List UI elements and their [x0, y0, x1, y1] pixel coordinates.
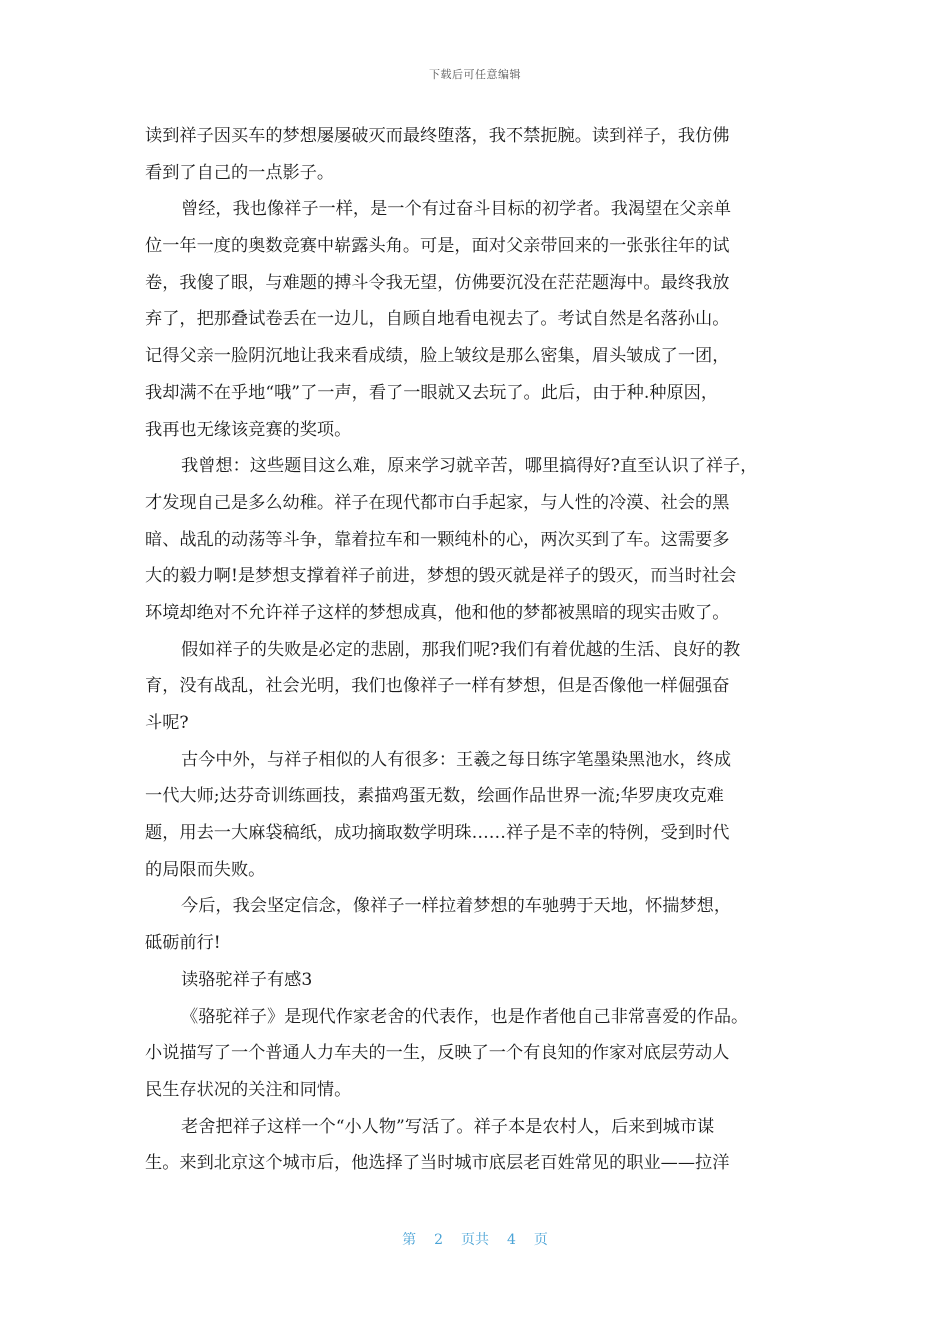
text-line: 读到祥子因买车的梦想屡屡破灭而最终堕落，我不禁扼腕。读到祥子，我仿佛	[145, 126, 730, 146]
page-label-prefix: 第	[402, 1232, 417, 1248]
text-line: 我却满不在乎地“哦”了一声，看了一眼就又去玩了。此后，由于种.种原因，	[145, 382, 719, 403]
text-line: 小说描写了一个普通人力车夫的一生，反映了一个有良知的作家对底层劳动人	[145, 1043, 730, 1064]
text-line: 育，没有战乱，社会光明，我们也像祥子一样有梦想，但是否像他一样倔强奋	[145, 676, 730, 697]
text-line: 暗、战乱的动荡等斗争，靠着拉车和一颗纯朴的心，两次买到了车。这需要多	[145, 529, 730, 550]
text-line: 斗呢?	[145, 713, 189, 733]
text-line: 一代大师;达芬奇训练画技，素描鸡蛋无数，绘画作品世界一流;华罗庚攻克难	[145, 786, 724, 807]
page-number-footer	[0, 1229, 950, 1249]
text-line: 民生存状况的关注和同情。	[145, 1079, 352, 1100]
page-label-middle: 页共	[461, 1232, 489, 1248]
text-line: 才发现自己是多么幼稚。祥子在现代都市白手起家，与人性的冷漠、社会的黑	[145, 492, 730, 513]
text-line: 题，用去一大麻袋稿纸，成功摘取数学明珠……祥子是不幸的特例，受到时代	[145, 823, 730, 844]
text-line: 大的毅力啊!是梦想支撑着祥子前进，梦想的毁灭就是祥子的毁灭，而当时社会	[145, 566, 737, 587]
text-line: 《骆驼祥子》是现代作家老舍的代表作，也是作者他自己非常喜爱的作品。	[181, 1006, 749, 1027]
section-title: 读骆驼祥子有感3	[181, 969, 313, 990]
text-line: 曾经，我也像祥子一样，是一个有过奋斗目标的初学者。我渴望在父亲单	[181, 199, 732, 220]
text-line: 我曾想：这些题目这么难，原来学习就辛苦，哪里搞得好?直至认识了祥子，	[181, 456, 758, 477]
text-line: 假如祥子的失败是必定的悲剧，那我们呢?我们有着优越的生活、良好的教	[181, 639, 741, 660]
text-line: 砥砺前行!	[145, 933, 221, 954]
text-line: 卷，我傻了眼，与难题的搏斗令我无望，仿佛要沉没在茫茫题海中。最终我放	[145, 272, 730, 293]
text-line: 的局限而失败。	[145, 859, 266, 880]
text-line: 环境却绝对不允许祥子这样的梦想成真，他和他的梦都被黑暗的现实击败了。	[145, 602, 730, 623]
text-line: 老舍把祥子这样一个“小人物”写活了。祥子本是农村人，后来到城市谋	[181, 1116, 715, 1137]
text-line: 弃了，把那叠试卷丢在一边儿，自顾自地看电视去了。考试自然是名落孙山。	[145, 309, 730, 330]
total-page-count: 4	[507, 1232, 516, 1248]
page-header-note: 下载后可任意编辑	[429, 68, 521, 81]
text-line: 位一年一度的奥数竞赛中崭露头角。可是，面对父亲带回来的一张张往年的试	[145, 236, 730, 257]
text-line: 我再也无缘该竞赛的奖项。	[145, 419, 352, 440]
text-line: 今后，我会坚定信念，像祥子一样拉着梦想的车驰骋于天地，怀揣梦想，	[181, 896, 732, 917]
text-line: 记得父亲一脸阴沉地让我来看成绩，脸上皱纹是那么密集，眉头皱成了一团，	[145, 346, 730, 367]
page-label-suffix: 页	[533, 1232, 548, 1248]
document-body	[145, 118, 807, 1182]
text-line: 古今中外，与祥子相似的人有很多：王羲之每日练字笔墨染黑池水，终成	[181, 749, 732, 770]
text-line: 生。来到北京这个城市后，他选择了当时城市底层老百姓常见的职业——拉洋	[145, 1153, 730, 1174]
current-page-number: 2	[434, 1232, 443, 1248]
text-line: 看到了自己的一点影子。	[145, 162, 335, 183]
